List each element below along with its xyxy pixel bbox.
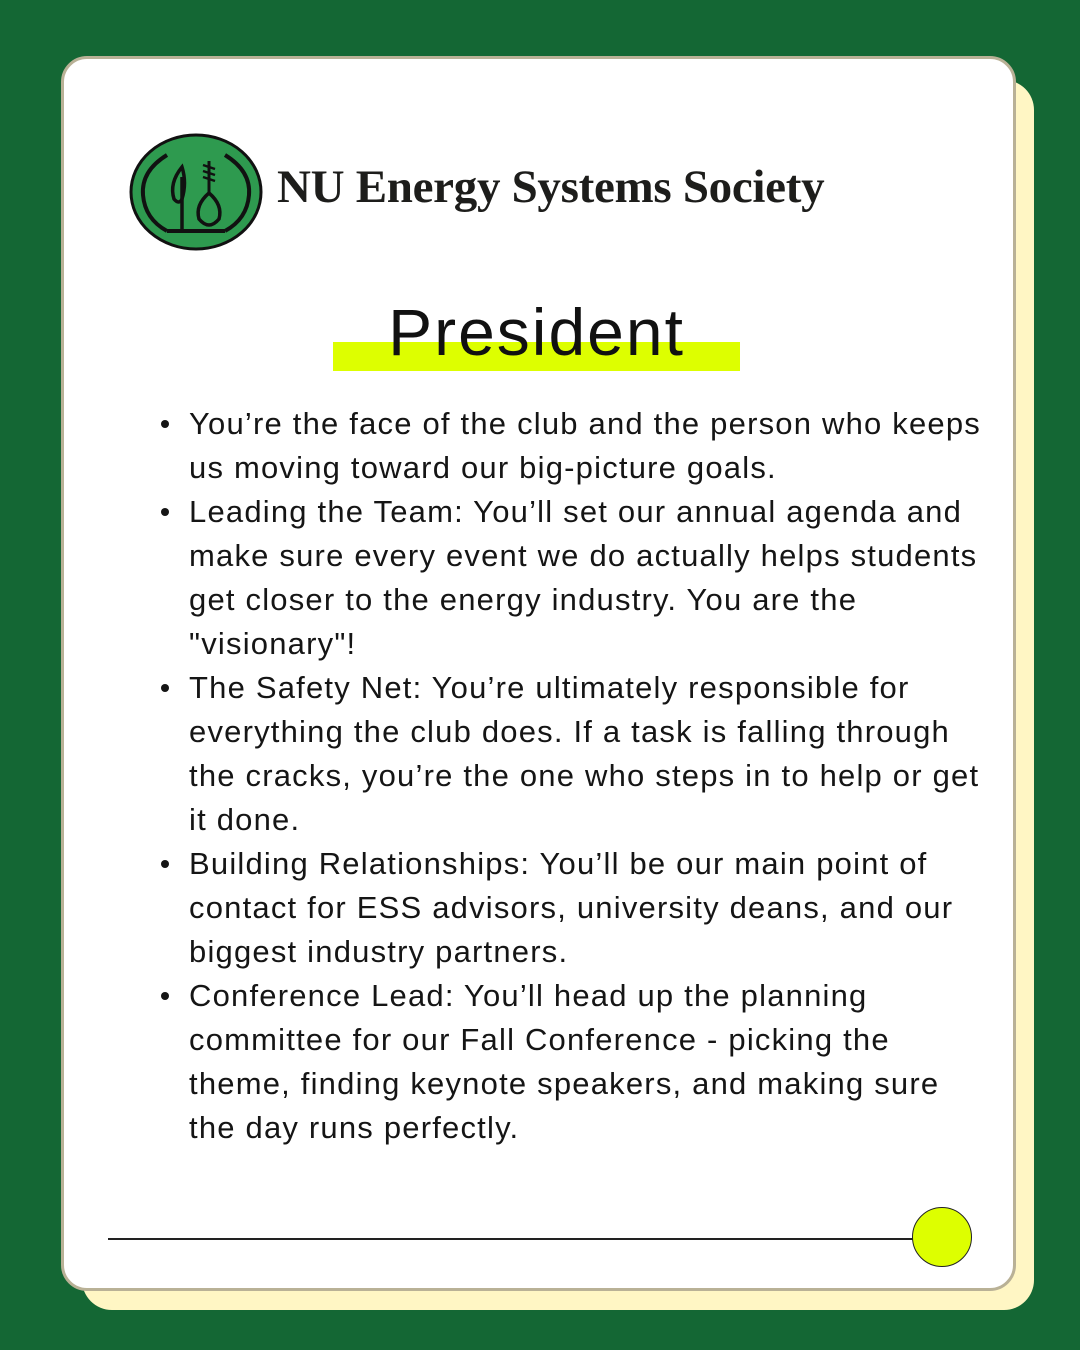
decorative-dot	[912, 1207, 972, 1267]
bullet-icon	[161, 420, 169, 428]
divider-line	[108, 1238, 920, 1240]
role-title: President	[388, 295, 685, 369]
organization-name: NU Energy Systems Society	[277, 161, 825, 213]
duty-text: The Safety Net: You’re ultimately responsible for everything the club does. If a task is falling through the cracks, you’re the one who steps in to help or get it done.	[189, 670, 980, 837]
duties-list	[151, 402, 989, 1150]
duty-item	[189, 666, 989, 842]
bullet-icon	[161, 508, 169, 516]
duty-item	[189, 490, 989, 666]
duty-item	[189, 842, 989, 974]
duty-text: Building Relationships: You’ll be our main point of contact for ESS advisors, university deans, and our biggest industry partners.	[189, 846, 954, 969]
plant-and-lightbulb-logo-icon	[129, 133, 263, 251]
bullet-icon	[161, 684, 169, 692]
duty-text: You’re the face of the club and the person who keeps us moving toward our big-picture goals.	[189, 406, 981, 485]
duty-item	[189, 974, 989, 1150]
duty-text: Leading the Team: You’ll set our annual agenda and make sure every event we do actually helps students get closer to the energy industry. You are the "visionary"!	[189, 494, 978, 661]
bullet-icon	[161, 992, 169, 1000]
duty-item	[189, 402, 989, 490]
bullet-icon	[161, 860, 169, 868]
duty-text: Conference Lead: You’ll head up the planning committee for our Fall Conference - picking the theme, finding keynote speakers, and making sure the day runs perfectly.	[189, 978, 940, 1145]
